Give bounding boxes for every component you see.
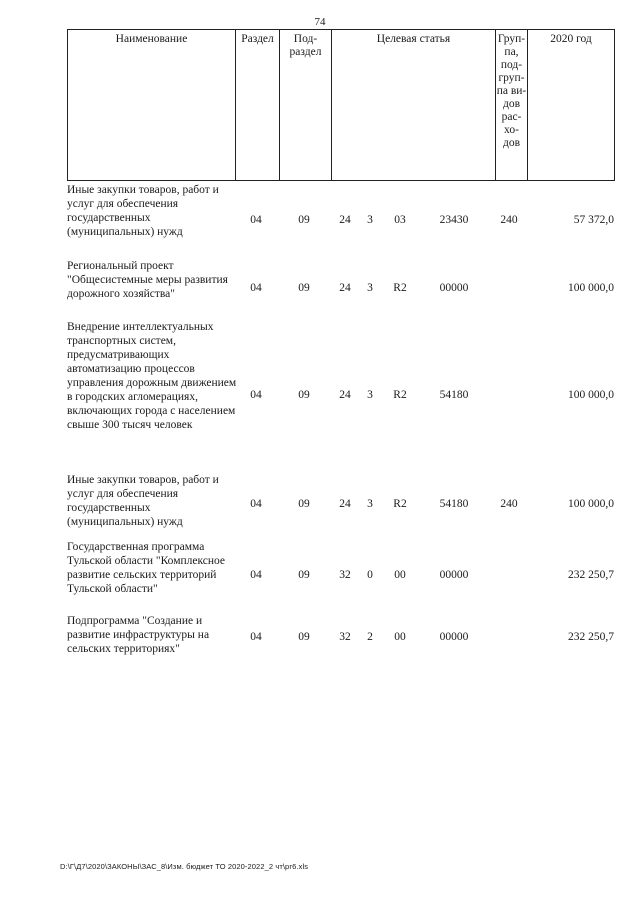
row-name: Иные закупки товаров, работ и услуг для обеспечения государственных (муниципальных) нужд	[67, 184, 219, 238]
row-vid: 240	[500, 214, 518, 226]
row-podrazdel: 09	[298, 498, 310, 510]
row-target-b: 3	[367, 214, 373, 226]
header-year: 2020 год	[550, 33, 592, 45]
row-target-a: 24	[339, 498, 351, 510]
row-razdel: 04	[250, 214, 262, 226]
row-target-a: 32	[339, 569, 351, 581]
row-target-d: 00000	[439, 631, 469, 643]
row-podrazdel: 09	[298, 389, 310, 401]
row-sum: 57 372,0	[573, 214, 614, 226]
header-group: Груп- па, под- груп- па ви- дов рас- хо- дов	[496, 30, 528, 180]
row-name: Региональный проект "Общесистемные меры развития дорожного хозяйства"	[67, 260, 228, 300]
row-target-c: R2	[393, 498, 407, 510]
row-target-d: 54180	[439, 498, 469, 510]
row-target-a: 24	[339, 282, 351, 294]
row-sum: 100 000,0	[568, 282, 614, 294]
row-podrazdel: 09	[298, 214, 310, 226]
row-podrazdel: 09	[298, 569, 310, 581]
row-razdel: 04	[250, 498, 262, 510]
page-number: 74	[314, 16, 326, 28]
row-target-b: 3	[367, 389, 373, 401]
row-target-b: 3	[367, 498, 373, 510]
row-target-b: 2	[367, 631, 373, 643]
row-razdel: 04	[250, 631, 262, 643]
header-name: Наименование	[68, 30, 236, 180]
row-sum: 232 250,7	[568, 569, 614, 581]
row-target-c: 00	[394, 631, 406, 643]
row-sum: 232 250,7	[568, 631, 614, 643]
file-path-footer: D:\Г\Д7\2020\ЗАКОНЫ\ЗАС_8\Изм. бюджет ТО 2020-2022_2 чт\рг6.xls	[60, 862, 309, 871]
row-target-b: 0	[367, 569, 373, 581]
row-target-a: 32	[339, 631, 351, 643]
header-razdel: Раздел	[236, 30, 280, 180]
row-target-a: 24	[339, 389, 351, 401]
row-target-b: 3	[367, 282, 373, 294]
row-podrazdel: 09	[298, 282, 310, 294]
row-target-d: 00000	[439, 282, 469, 294]
row-target-d: 54180	[439, 389, 469, 401]
row-target-d: 00000	[439, 569, 469, 581]
row-name: Подпрограмма "Создание и развитие инфраструктуры на сельских территориях"	[67, 615, 210, 655]
row-target-c: 03	[394, 214, 406, 226]
row-podrazdel: 09	[298, 631, 310, 643]
row-target-d: 23430	[439, 214, 469, 226]
row-razdel: 04	[250, 282, 262, 294]
row-name: Иные закупки товаров, работ и услуг для обеспечения государственных (муниципальных) нужд	[67, 474, 219, 528]
row-vid: 240	[500, 498, 518, 510]
table-header	[67, 29, 615, 181]
row-sum: 100 000,0	[568, 498, 614, 510]
row-name: Государственная программа Тульской области "Комплексное развитие сельских территорий Тульской области"	[67, 541, 226, 595]
row-name: Внедрение интеллектуальных транспортных систем, предусматривающих автоматизацию процессов управления дорожным движением в городских агломерациях, включающих города с населением свыше 300 тысяч человек	[67, 321, 237, 431]
row-target-a: 24	[339, 214, 351, 226]
row-razdel: 04	[250, 389, 262, 401]
row-target-c: 00	[394, 569, 406, 581]
row-razdel: 04	[250, 569, 262, 581]
header-target: Целевая статья	[332, 30, 496, 180]
row-target-c: R2	[393, 389, 407, 401]
row-target-c: R2	[393, 282, 407, 294]
header-podrazdel: Под- раздел	[280, 30, 332, 180]
row-sum: 100 000,0	[568, 389, 614, 401]
